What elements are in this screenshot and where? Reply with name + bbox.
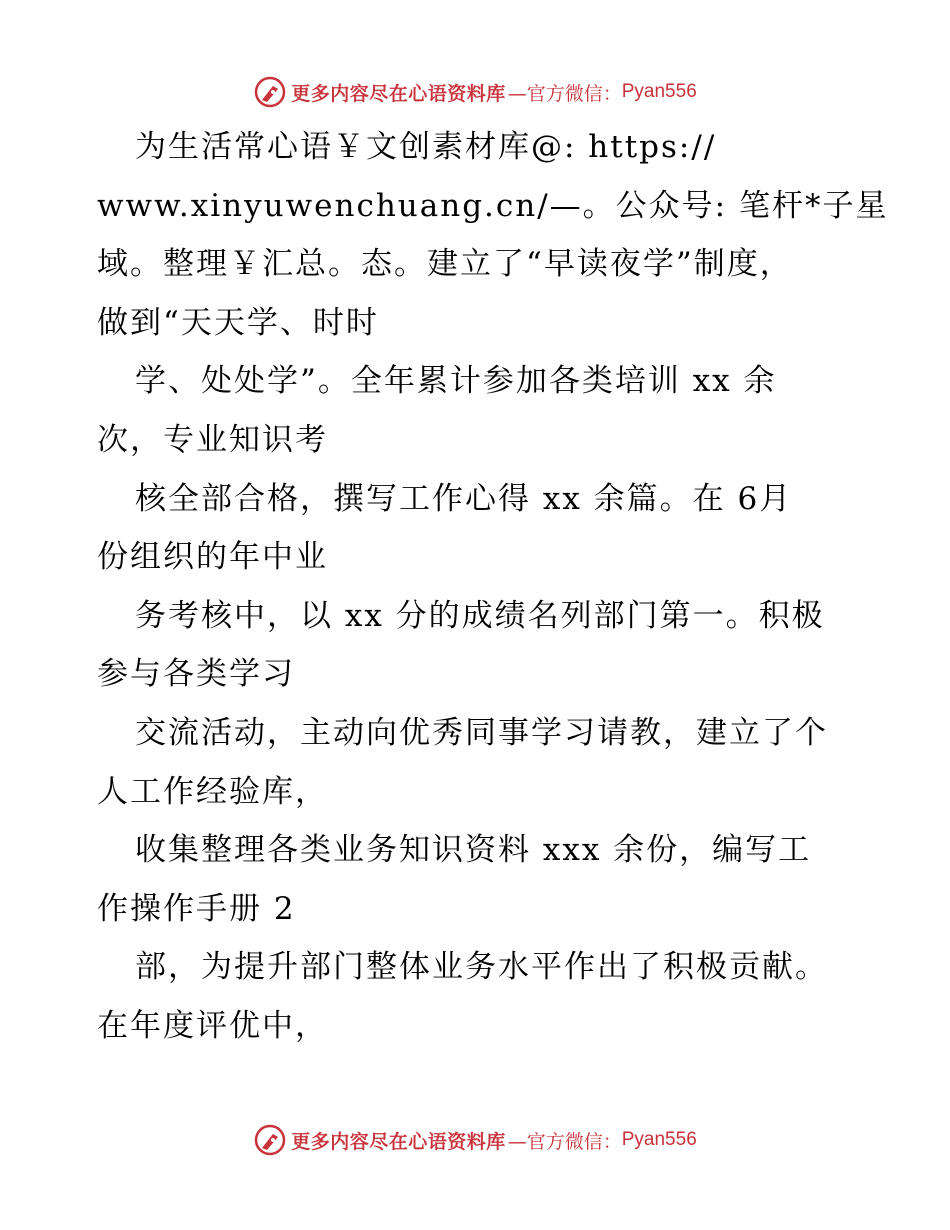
body-line: 域。整理￥汇总。态。建立了“早读夜学”制度， <box>97 246 793 283</box>
banner-title: 更多内容尽在心语资料库 <box>291 1130 506 1153</box>
pen-nib-logo-icon <box>253 1123 287 1157</box>
footer-banner <box>0 1118 950 1162</box>
body-line: 份组织的年中业 <box>97 539 328 576</box>
body-line: 收集整理各类业务知识资料 xxx 余份，编写工 <box>135 832 812 869</box>
body-line: 务考核中，以 xx 分的成绩名列部门第一。积极 <box>135 597 825 634</box>
body-line: 部，为提升部门整体业务水平作出了积极贡献。 <box>135 949 828 986</box>
banner-title: 更多内容尽在心语资料库 <box>291 82 506 105</box>
banner-wechat-label: —官方微信： <box>507 82 622 105</box>
pen-nib-logo-icon <box>253 75 287 109</box>
banner-wechat-id: Pyan556 <box>621 81 697 102</box>
body-line: 作操作手册 2 <box>97 890 296 927</box>
body-line: 做到“天天学、时时 <box>97 304 379 341</box>
document-body <box>97 118 889 1056</box>
body-line: 核全部合格，撰写工作心得 xx 余篇。在 6月 <box>135 480 793 517</box>
body-line: 在年度评优中， <box>97 1007 328 1044</box>
header-banner <box>0 70 950 114</box>
body-line: 人工作经验库， <box>97 773 328 810</box>
body-line: 学、处处学”。全年累计参加各类培训 xx 余 <box>135 363 777 400</box>
banner-wechat-label: —官方微信： <box>507 1130 622 1153</box>
body-line: www.xinyuwenchuang.cn/—。公众号: 笔杆*子星 <box>97 187 889 224</box>
body-line: 次，专业知识考 <box>97 421 328 458</box>
body-line: 为生活常心语￥文创素材库@: https:// <box>135 129 717 165</box>
banner-wechat-id: Pyan556 <box>621 1129 697 1150</box>
body-line: 参与各类学习 <box>97 656 295 693</box>
body-line: 交流活动，主动向优秀同事学习请教，建立了个 <box>135 714 828 751</box>
